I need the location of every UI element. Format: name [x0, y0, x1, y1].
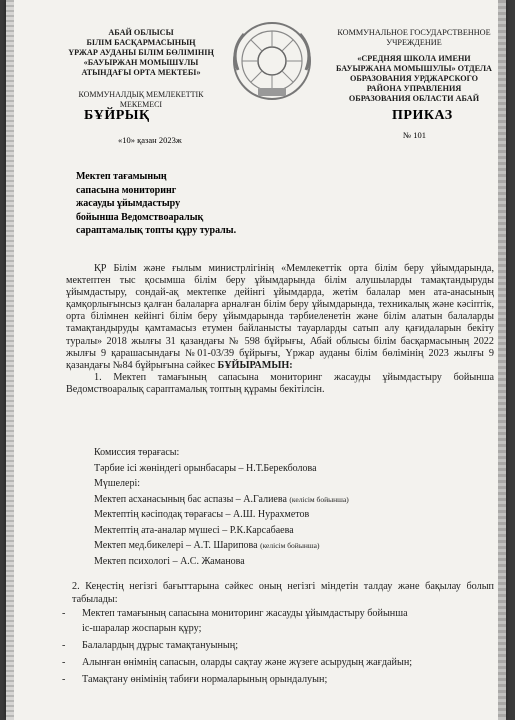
order-number: № 101 [403, 130, 426, 140]
item-2: 2. Кеңестің негізгі бағыттарына сәйкес оның негізгі міндетін талдау және бақылау болып табылады: [72, 581, 494, 605]
order-subject [76, 170, 236, 238]
list-item-text: іс-шаралар жоспарын құру; [82, 623, 202, 634]
member-item [94, 554, 349, 570]
list-item [62, 606, 494, 621]
header-right-line: УЧРЕЖДЕНИЕ [386, 38, 442, 47]
preamble-text: ҚР Білім және ғылым министрлігінің «Мемлекеттік орта білім беру ұйымдарында, мектептен тыс қосымша білім беру ұйымдарында білім алушыларды тамақтандыруды ұйымдастыру, сондай-ақ мектепке дейінгі ұйымдарда, жетім балалар мен ата-анасының қамқорлығынсыз қалған балаларға арналған білім беру ұйымдарында, техникалық және кәсіптік, орта білімнен кейінгі білім беру ұйымдарында тәрбиеленетін және білім алатын балаларды тамақтандыруды қамтамасыз етумен байланысты тауарларды сатып алу қағидаларын бекіту туралы» 2018 жылғы 31 қазандағы № 598 бұйрығы, Абай облысы білім басқармасының 2022 жылғы 9 қарашасындағы №01-03/39 бұйрығы, Үржар ауданы білім бөлімінің 2023 жылғы 9 қазандағы №84 бұйрығына сәйкес [66, 263, 494, 371]
list-item-text: Алынған өнімнің сапасын, оларды сақтау және жүзеге асырудың жағдайын; [82, 657, 413, 668]
list-item-text: Мектеп тамағының сапасына мониторинг жасауды ұйымдастыру бойынша [82, 608, 408, 619]
list-item-text: Балалардың дұрыс тамақтануының; [82, 640, 239, 651]
member-item [94, 538, 349, 554]
members-label: Мүшелері: [94, 478, 141, 489]
doc-title-kazakh: БҰЙРЫҚ [84, 108, 150, 123]
scan-edge-left [6, 0, 14, 720]
header-right-line: РАЙОНА УПРАВЛЕНИЯ [366, 84, 462, 93]
header-left-line: ҮРЖАР АУДАНЫ БІЛІМ БӨЛІМІНІҢ [68, 48, 214, 57]
dash-icon: - [62, 640, 66, 651]
subject-line: Мектеп тағамының [76, 171, 167, 182]
scan-edge-right [498, 0, 506, 720]
header-right-line: ОБРАЗОВАНИЯ УРДЖАРСКОГО [350, 74, 478, 83]
header-left-line: БІЛІМ БАСҚАРМАСЫНЫҢ [86, 38, 196, 47]
header-right-line: БАУЫРЖАНА МОМЫШУЛЫ» ОТДЕЛА [336, 64, 492, 73]
subject-line: сараптамалық топты құру туралы. [76, 225, 237, 236]
header-left-line: «БАУЫРЖАН МОМЫШҰЛЫ [83, 58, 199, 67]
member-item [94, 492, 349, 508]
list-item-text: Тамақтану өнімінің табиғи нормаларының орындалуын; [82, 674, 328, 685]
header-left-line: АТЫНДАҒЫ ОРТА МЕКТЕБІ» [81, 68, 201, 77]
subject-line: сапасына мониторинг [76, 184, 177, 196]
member-item [94, 523, 349, 539]
member-note: (келісім бойынша) [260, 541, 320, 550]
subject-line: бойынша Ведомствоаралық [76, 211, 204, 223]
order-date: «10» қазан 2023ж [118, 135, 182, 145]
list-item [62, 638, 494, 653]
member-name: Мектеп мед.бикелері – А.Т. Шарипова [94, 540, 258, 551]
dash-icon: - [62, 608, 66, 619]
order-word: БҰЙЫРАМЫН: [217, 359, 293, 371]
member-note: (келісім бойынша) [289, 494, 349, 504]
commission-list [94, 445, 349, 569]
member-name: Мектептің кәсіподақ төрағасы – А.Ш. Нурахметов [94, 509, 310, 520]
member-name: Мектептің ата-аналар мүшесі – Р.К.Карсабаева [94, 524, 294, 536]
list-item [62, 672, 494, 687]
header-right-line: «СРЕДНЯЯ ШКОЛА ИМЕНИ [357, 54, 471, 63]
header-left-sub: МЕКЕМЕСІ [119, 100, 163, 109]
header-left [56, 28, 226, 110]
header-left-line: АБАЙ ОБЛЫСЫ [108, 28, 174, 37]
document-page [6, 0, 506, 720]
member-name: Мектеп асханасының бас аспазы – А.Галиева [94, 493, 287, 505]
state-emblem-icon [224, 20, 320, 102]
chair-label: Комиссия төрағасы: [94, 447, 180, 458]
dash-icon: - [62, 674, 66, 685]
task-list [62, 606, 494, 687]
subject-line: жасауды ұйымдастыру [76, 198, 181, 209]
header-right-line: КОММУНАЛЬНОЕ ГОСУДАРСТВЕННОЕ [337, 28, 491, 37]
member-name: Мектеп психологі – А.С. Жаманова [94, 555, 245, 567]
dash-icon: - [62, 657, 66, 668]
doc-title-russian: ПРИКАЗ [392, 108, 453, 123]
member-item [94, 507, 349, 523]
list-item [62, 655, 494, 670]
header-right-line: ОБРАЗОВАНИЯ ОБЛАСТИ АБАЙ [348, 94, 480, 103]
chair-member: Тәрбие ісі жөніндегі орынбасары – Н.Т.Берекболова [94, 462, 317, 474]
header-right [324, 28, 504, 104]
item-1: 1. Мектеп тамағының сапасына мониторинг жасауды ұйымдастыру бойынша Ведомствоаралық сараптамалық топтың құрамы бекітілсін. [66, 371, 494, 395]
order-body [66, 263, 494, 396]
list-item-cont [62, 621, 494, 636]
header-left-sub: КОММУНАЛДЫҚ МЕМЛЕКЕТТІК [78, 90, 204, 99]
